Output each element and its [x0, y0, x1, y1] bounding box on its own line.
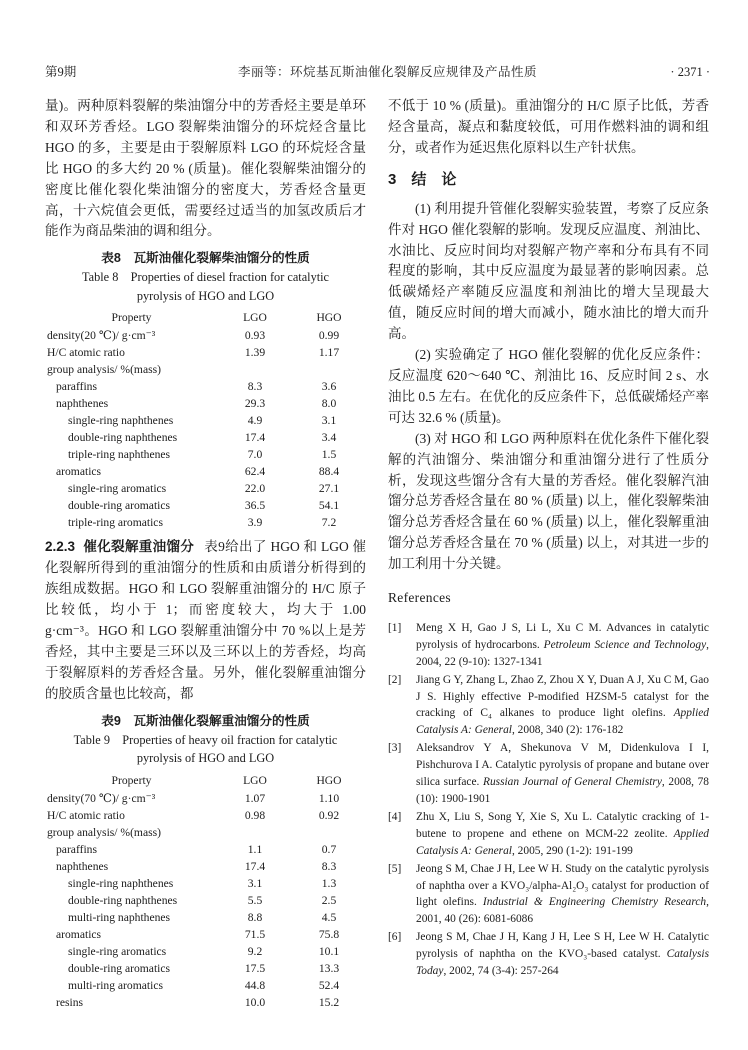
- row-value-lgo: 7.0: [247, 448, 263, 462]
- table9-body: [45, 790, 366, 1011]
- reference-item: [388, 861, 709, 929]
- reference-segment: Aleksandrov Y A, Shekunova V M, Didenkulova I I, Pishchurova I A. Catalytic pyrolysis of propane and butane over silica surface.: [416, 742, 709, 789]
- table-row: [45, 327, 366, 344]
- row-label: paraffins: [56, 842, 97, 856]
- table9-caption-en-line2: pyrolysis of HGO and LGO: [136, 751, 275, 766]
- table-row: [45, 858, 366, 875]
- table-row: [45, 943, 366, 960]
- journal-name: Applied Catalysis A: General: [416, 707, 709, 737]
- row-value-hgo: 13.3: [318, 961, 340, 975]
- table8: [45, 309, 366, 531]
- table-row: [45, 412, 366, 429]
- table8-caption-zh: 表8 瓦斯油催化裂解柴油馏分的性质: [101, 251, 310, 266]
- row-value-lgo: 5.5: [247, 893, 263, 907]
- table-row: [45, 926, 366, 943]
- reference-number: [3]: [388, 742, 402, 755]
- section-number: 2.2.3: [45, 539, 76, 555]
- table9-caption-en: [45, 731, 366, 768]
- row-value-hgo: [292, 824, 366, 841]
- row-value-hgo: 4.5: [321, 910, 337, 924]
- row-value-lgo: 17.4: [244, 859, 266, 873]
- reference-item: [388, 740, 709, 808]
- row-value-lgo: 1.39: [244, 346, 266, 360]
- row-label: multi-ring naphthenes: [68, 910, 171, 924]
- column-header-lgo: LGO: [243, 773, 267, 787]
- row-value-lgo: 4.9: [247, 414, 263, 428]
- right-paragraph-continuation: 不低于 10 % (质量)。重油馏分的 H/C 原子比低，芳香烃含量高，凝点和黏度较低，可用作燃料油的调和组分，或者作为延迟焦化原料以生产针状焦。: [388, 98, 709, 155]
- reference-segment: Jiang G Y, Zhang L, Zhao Z, Zhou X Y, Duan A J, Xu C M, Gao J S. Highly effective P-modified HZSM-5 catalyst for the cracking of C₄ alkanes to produce light olefins.: [416, 673, 709, 720]
- table-row: [45, 429, 366, 446]
- reference-segment: Jeong S M, Chae J H, Kang J H, Lee S H, Lee W H. Catalytic pyrolysis of naphtha on the KVO₃-based catalyst.: [416, 931, 709, 961]
- reference-segment: Jeong S M, Chae J H, Lee W H. Study on the catalytic pyrolysis of naphtha over a KVO₃/alpha-Al₂O₃ catalyst for production of light olefins.: [416, 862, 709, 909]
- table-row: [45, 514, 366, 531]
- row-value-lgo: 36.5: [244, 499, 266, 513]
- row-label: double-ring naphthenes: [68, 893, 178, 907]
- column-header-hgo: HGO: [316, 311, 342, 325]
- row-value-lgo: 8.8: [247, 910, 263, 924]
- column-header-hgo: HGO: [316, 773, 342, 787]
- reference-segment: Zhu X, Liu S, Song Y, Xie S, Xu L. Catalytic cracking of 1-butene to propene and ethene on MCM-22 zeolite.: [416, 810, 709, 840]
- row-label: group analysis/ %(mass): [47, 825, 161, 839]
- table-row: [45, 446, 366, 463]
- row-value-hgo: 0.99: [318, 329, 340, 343]
- table-row: [45, 909, 366, 926]
- row-value-hgo: 3.6: [321, 380, 337, 394]
- right-column: [388, 96, 709, 1017]
- reference-number: [2]: [388, 673, 402, 686]
- conclusion-paragraph: (3) 对 HGO 和 LGO 两种原料在优化条件下催化裂解的汽油馏分、柴油馏分和重油馏分进行了性质分析，发现这些馏分含有大量的芳香烃。催化裂解汽油馏分总芳香烃含量在 80 % (质量) 以上，催化裂解柴油馏分总芳香烃含量在 60 % (质量) 以上，催化裂解重油馏分总芳香烃含量在 70 % (质量) 以上，对其进一步的加工利用十分关键。: [388, 430, 709, 572]
- reference-segment: , 2004, 22 (9-10): 1327-1341: [416, 638, 709, 668]
- row-label: resins: [56, 995, 84, 1009]
- row-value-lgo: 17.4: [244, 431, 266, 445]
- row-value-lgo: 1.07: [244, 791, 266, 805]
- row-value-hgo: 2.5: [321, 893, 337, 907]
- table-row: [45, 361, 366, 378]
- column-header-lgo: LGO: [243, 311, 267, 325]
- reference-segment: Meng X H, Gao J S, Li L, Xu C M. Advances in catalytic pyrolysis of hydrocarbons.: [416, 621, 709, 651]
- row-value-lgo: 44.8: [244, 978, 266, 992]
- conclusion-paragraph: (1) 利用提升管催化裂解实验装置，考察了反应条件对 HGO 催化裂解的影响。发现反应温度、剂油比、水油比、反应时间均对裂解产物产率和分布具有不同程度的影响，其中反应温度为最显著的影响因素。总低碳烯烃产率随反应温度和剂油比的增大呈现最大值，随反应时间的增大而减小，随水油比的增大而升高。: [388, 200, 709, 342]
- row-label: H/C atomic ratio: [47, 808, 125, 822]
- reference-segment: , 2001, 40 (26): 6081-6086: [416, 896, 709, 926]
- table-row: [45, 875, 366, 892]
- table9-caption-zh: 表9 瓦斯油催化裂解重油馏分的性质: [101, 713, 310, 728]
- row-label: aromatics: [56, 465, 102, 479]
- table-row: [45, 892, 366, 909]
- reference-text: [416, 809, 709, 860]
- row-value-hgo: 3.4: [321, 431, 337, 445]
- table-row: [45, 807, 366, 824]
- row-value-hgo: 1.10: [318, 791, 340, 805]
- running-title: 李丽等：环烷基瓦斯油催化裂解反应规律及产品性质: [237, 65, 537, 79]
- row-value-lgo: 1.1: [247, 842, 263, 856]
- left-column: [45, 96, 366, 1017]
- table-row: [45, 497, 366, 514]
- table8-header-row: [45, 309, 366, 326]
- reference-segment: , 2005, 290 (1-2): 191-199: [511, 844, 633, 857]
- row-value-lgo: [218, 824, 292, 841]
- reference-text: [416, 861, 709, 929]
- row-label: single-ring naphthenes: [68, 414, 174, 428]
- reference-item: [388, 929, 709, 980]
- reference-item: [388, 809, 709, 860]
- page-number: · 2371 ·: [670, 65, 710, 79]
- row-value-hgo: 54.1: [318, 499, 340, 513]
- journal-name: Industrial & Engineering Chemistry Research: [482, 896, 707, 909]
- row-value-hgo: 52.4: [318, 978, 340, 992]
- references-heading: References: [388, 590, 451, 606]
- reference-number: [1]: [388, 621, 402, 634]
- reference-segment: , 2002, 74 (3-4): 257-264: [443, 965, 559, 978]
- table-row: [45, 977, 366, 994]
- row-value-lgo: 10.0: [244, 995, 266, 1009]
- section-text: 表9给出了 HGO 和 LGO 催化裂解所得到的重油馏分的性质和由质谱分析得到的族组成数据。HGO 和 LGO 裂解重油馏分的 H/C 原子比较低，均小于 1；而密度较大，均大于 1.00 g·cm⁻³。HGO 和 LGO 裂解重油馏分中 70 %以上是芳香烃，其中主要是三环以及三环以上的芳香烃，均高于裂解原料的芳香烃含量。另外，催化裂解重油馏分的胶质含量也比较高，都: [45, 539, 366, 701]
- table-row: [45, 960, 366, 977]
- table8-caption-en: [45, 268, 366, 305]
- running-head: [45, 62, 710, 80]
- row-value-hgo: 75.8: [318, 927, 340, 941]
- reference-number: [4]: [388, 810, 402, 823]
- row-label: multi-ring aromatics: [68, 978, 163, 992]
- row-label: naphthenes: [56, 859, 109, 873]
- row-label: triple-ring aromatics: [68, 516, 163, 530]
- issue-label: 第9期: [45, 65, 77, 79]
- conclusion-heading: 3 结 论: [388, 170, 457, 188]
- row-value-hgo: 1.5: [321, 448, 337, 462]
- row-label: paraffins: [56, 380, 97, 394]
- row-value-hgo: 8.3: [321, 859, 337, 873]
- row-value-lgo: 3.1: [247, 876, 263, 890]
- row-value-hgo: 10.1: [318, 944, 340, 958]
- section-2-2-3-paragraph: [45, 537, 366, 704]
- row-value-hgo: 1.3: [321, 876, 337, 890]
- column-header-property: Property: [111, 311, 152, 325]
- row-value-lgo: 22.0: [244, 482, 266, 496]
- row-value-lgo: 62.4: [244, 465, 266, 479]
- table8-caption-en-line1: Table 8 Properties of diesel fraction for catalytic: [81, 270, 330, 285]
- table9-caption-en-line1: Table 9 Properties of heavy oil fraction for catalytic: [73, 732, 338, 747]
- reference-item: [388, 672, 709, 740]
- reference-segment: , 2008, 78 (10): 1900-1901: [416, 776, 709, 805]
- row-label: single-ring naphthenes: [68, 876, 174, 890]
- row-value-lgo: 0.93: [244, 329, 266, 343]
- row-value-hgo: 27.1: [318, 482, 340, 496]
- row-value-hgo: [292, 361, 366, 378]
- reference-text: [416, 740, 709, 808]
- row-value-lgo: 71.5: [244, 927, 266, 941]
- journal-name: Applied Catalysis A: General: [416, 827, 709, 857]
- row-value-lgo: 3.9: [247, 516, 263, 530]
- row-value-lgo: 17.5: [244, 961, 266, 975]
- row-label: group analysis/ %(mass): [47, 363, 161, 377]
- table-row: [45, 841, 366, 858]
- table-row: [45, 994, 366, 1011]
- table9-block: [45, 712, 366, 1011]
- row-value-lgo: 0.98: [244, 808, 266, 822]
- table-row: [45, 378, 366, 395]
- row-value-hgo: 0.92: [318, 808, 340, 822]
- table-row: [45, 395, 366, 412]
- row-value-hgo: 1.17: [318, 346, 340, 360]
- row-value-hgo: 8.0: [321, 397, 337, 411]
- table9: [45, 772, 366, 1011]
- row-value-lgo: 9.2: [247, 944, 263, 958]
- reference-number: [6]: [388, 931, 402, 944]
- journal-name: Russian Journal of General Chemistry: [482, 776, 662, 789]
- row-label: density(20 ℃)/ g·cm⁻³: [47, 329, 156, 343]
- table-row: [45, 344, 366, 361]
- row-label: triple-ring naphthenes: [68, 448, 171, 462]
- table-row: [45, 480, 366, 497]
- reference-text: [416, 620, 709, 671]
- reference-number: [5]: [388, 862, 402, 875]
- row-value-hgo: 3.1: [321, 414, 337, 428]
- row-label: double-ring aromatics: [68, 499, 171, 513]
- column-header-property: Property: [111, 773, 152, 787]
- row-label: density(70 ℃)/ g·cm⁻³: [47, 791, 156, 805]
- table8-body: [45, 327, 366, 531]
- row-label: double-ring naphthenes: [68, 431, 178, 445]
- row-label: aromatics: [56, 927, 102, 941]
- journal-name: Petroleum Science and Technology: [543, 638, 707, 651]
- table9-header-row: [45, 772, 366, 789]
- two-column-body: [45, 96, 710, 1017]
- row-label: single-ring aromatics: [68, 482, 167, 496]
- reference-item: [388, 620, 709, 671]
- table-row: [45, 824, 366, 841]
- row-value-hgo: 88.4: [318, 465, 340, 479]
- row-value-hgo: 7.2: [321, 516, 337, 530]
- reference-text: [416, 929, 709, 980]
- row-label: single-ring aromatics: [68, 944, 167, 958]
- journal-name: Catalysis Today: [416, 948, 709, 978]
- row-value-lgo: 8.3: [247, 380, 263, 394]
- table8-block: [45, 249, 366, 531]
- reference-segment: , 2008, 340 (2): 176-182: [511, 724, 624, 737]
- row-label: H/C atomic ratio: [47, 346, 125, 360]
- reference-text: [416, 672, 709, 740]
- row-value-lgo: [218, 361, 292, 378]
- references-list: [388, 620, 709, 980]
- table-row: [45, 463, 366, 480]
- table-row: [45, 790, 366, 807]
- conclusion-paragraph: (2) 实验确定了 HGO 催化裂解的优化反应条件：反应温度 620～640 ℃、剂油比 16、反应时间 2 s、水油比 0.5 左右。在优化的反应条件下，总低碳烯烃产率可达 32.6 % (质量)。: [388, 347, 709, 425]
- conclusion-list: [388, 199, 709, 575]
- row-label: double-ring aromatics: [68, 961, 171, 975]
- table8-caption-en-line2: pyrolysis of HGO and LGO: [136, 288, 275, 303]
- left-paragraph-continuation: 量)。两种原料裂解的柴油馏分中的芳香烃主要是单环和双环芳香烃。LGO 裂解柴油馏分的环烷烃含量比 HGO 的多，主要是由于裂解原料 LGO 的环烷烃含量比 HGO 的多大约 20 % (质量)。催化裂解柴油馏分的密度比催化裂化柴油馏分的密度大，芳香烃含量更高，十六烷值会更低，需要经过适当的加氢改质后才能作为商品柴油的调和组分。: [45, 98, 366, 239]
- row-value-hgo: 15.2: [318, 995, 340, 1009]
- row-label: naphthenes: [56, 397, 109, 411]
- row-value-lgo: 29.3: [244, 397, 266, 411]
- row-value-hgo: 0.7: [321, 842, 337, 856]
- section-title: 催化裂解重油馏分: [83, 539, 195, 555]
